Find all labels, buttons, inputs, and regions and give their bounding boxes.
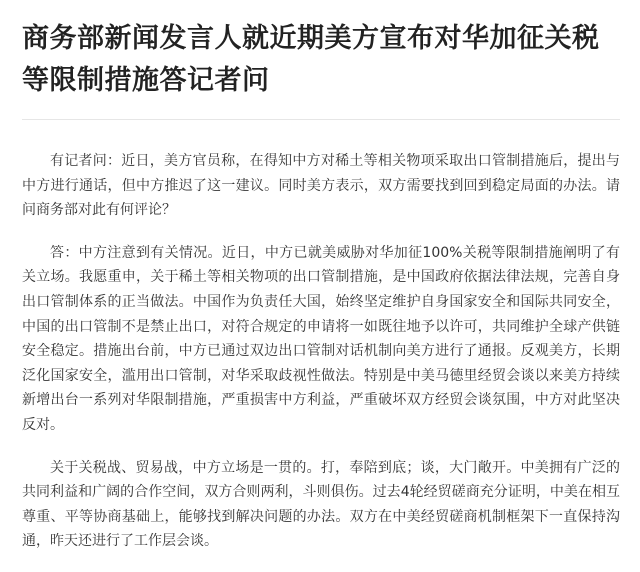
paragraph-answer: 答：中方注意到有关情况。近日，中方已就美威胁对华加征100%关税等限制措施阐明了有关立场。我愿重申，关于稀土等相关物项的出口管制措施，是中国政府依据法律法规，完善自身出口管制体系的正当做法。中国作为负责任大国，始终坚定维护自身国家安全和国际共同安全，中国的出口管制不是禁止出口，对符合规定的申请将一如既往地予以许可，共同维护全球产供链安全稳定。措施出台前，中方已通过双边出口管制对话机制向美方进行了通报。反观美方，长期泛化国家安全，滥用出口管制，对华采取歧视性做法。特别是中美马德里经贸会谈以来美方持续新增出台一系列对华限制措施，严重损害中方利益，严重破坏双方经贸会谈氛围，中方对此坚决反对。: [22, 244, 620, 433]
article-title: 商务部新闻发言人就近期美方宣布对华加征关税等限制措施答记者问: [22, 23, 600, 96]
paragraph-tariff-position: 关于关税战、贸易战，中方立场是一贯的。打，奉陪到底；谈，大门敞开。中美拥有广泛的共同利益和广阔的合作空间，双方合则两利，斗则俱伤。过去4轮经贸磋商充分证明，中美在相互尊重、平等协商基础上，能够找到解决问题的办法。双方在中美经贸磋商机制框架下一直保持沟通，昨天还进行了工作层会谈。: [22, 459, 620, 550]
title-divider: [22, 119, 620, 120]
article-body: [22, 149, 620, 572]
paragraph-question: 有记者问：近日，美方官员称，在得知中方对稀土等相关物项采取出口管制措施后，提出与中方进行通话，但中方推迟了这一建议。同时美方表示，双方需要找到回到稳定局面的办法。请问商务部对此有何评论？: [22, 153, 620, 219]
